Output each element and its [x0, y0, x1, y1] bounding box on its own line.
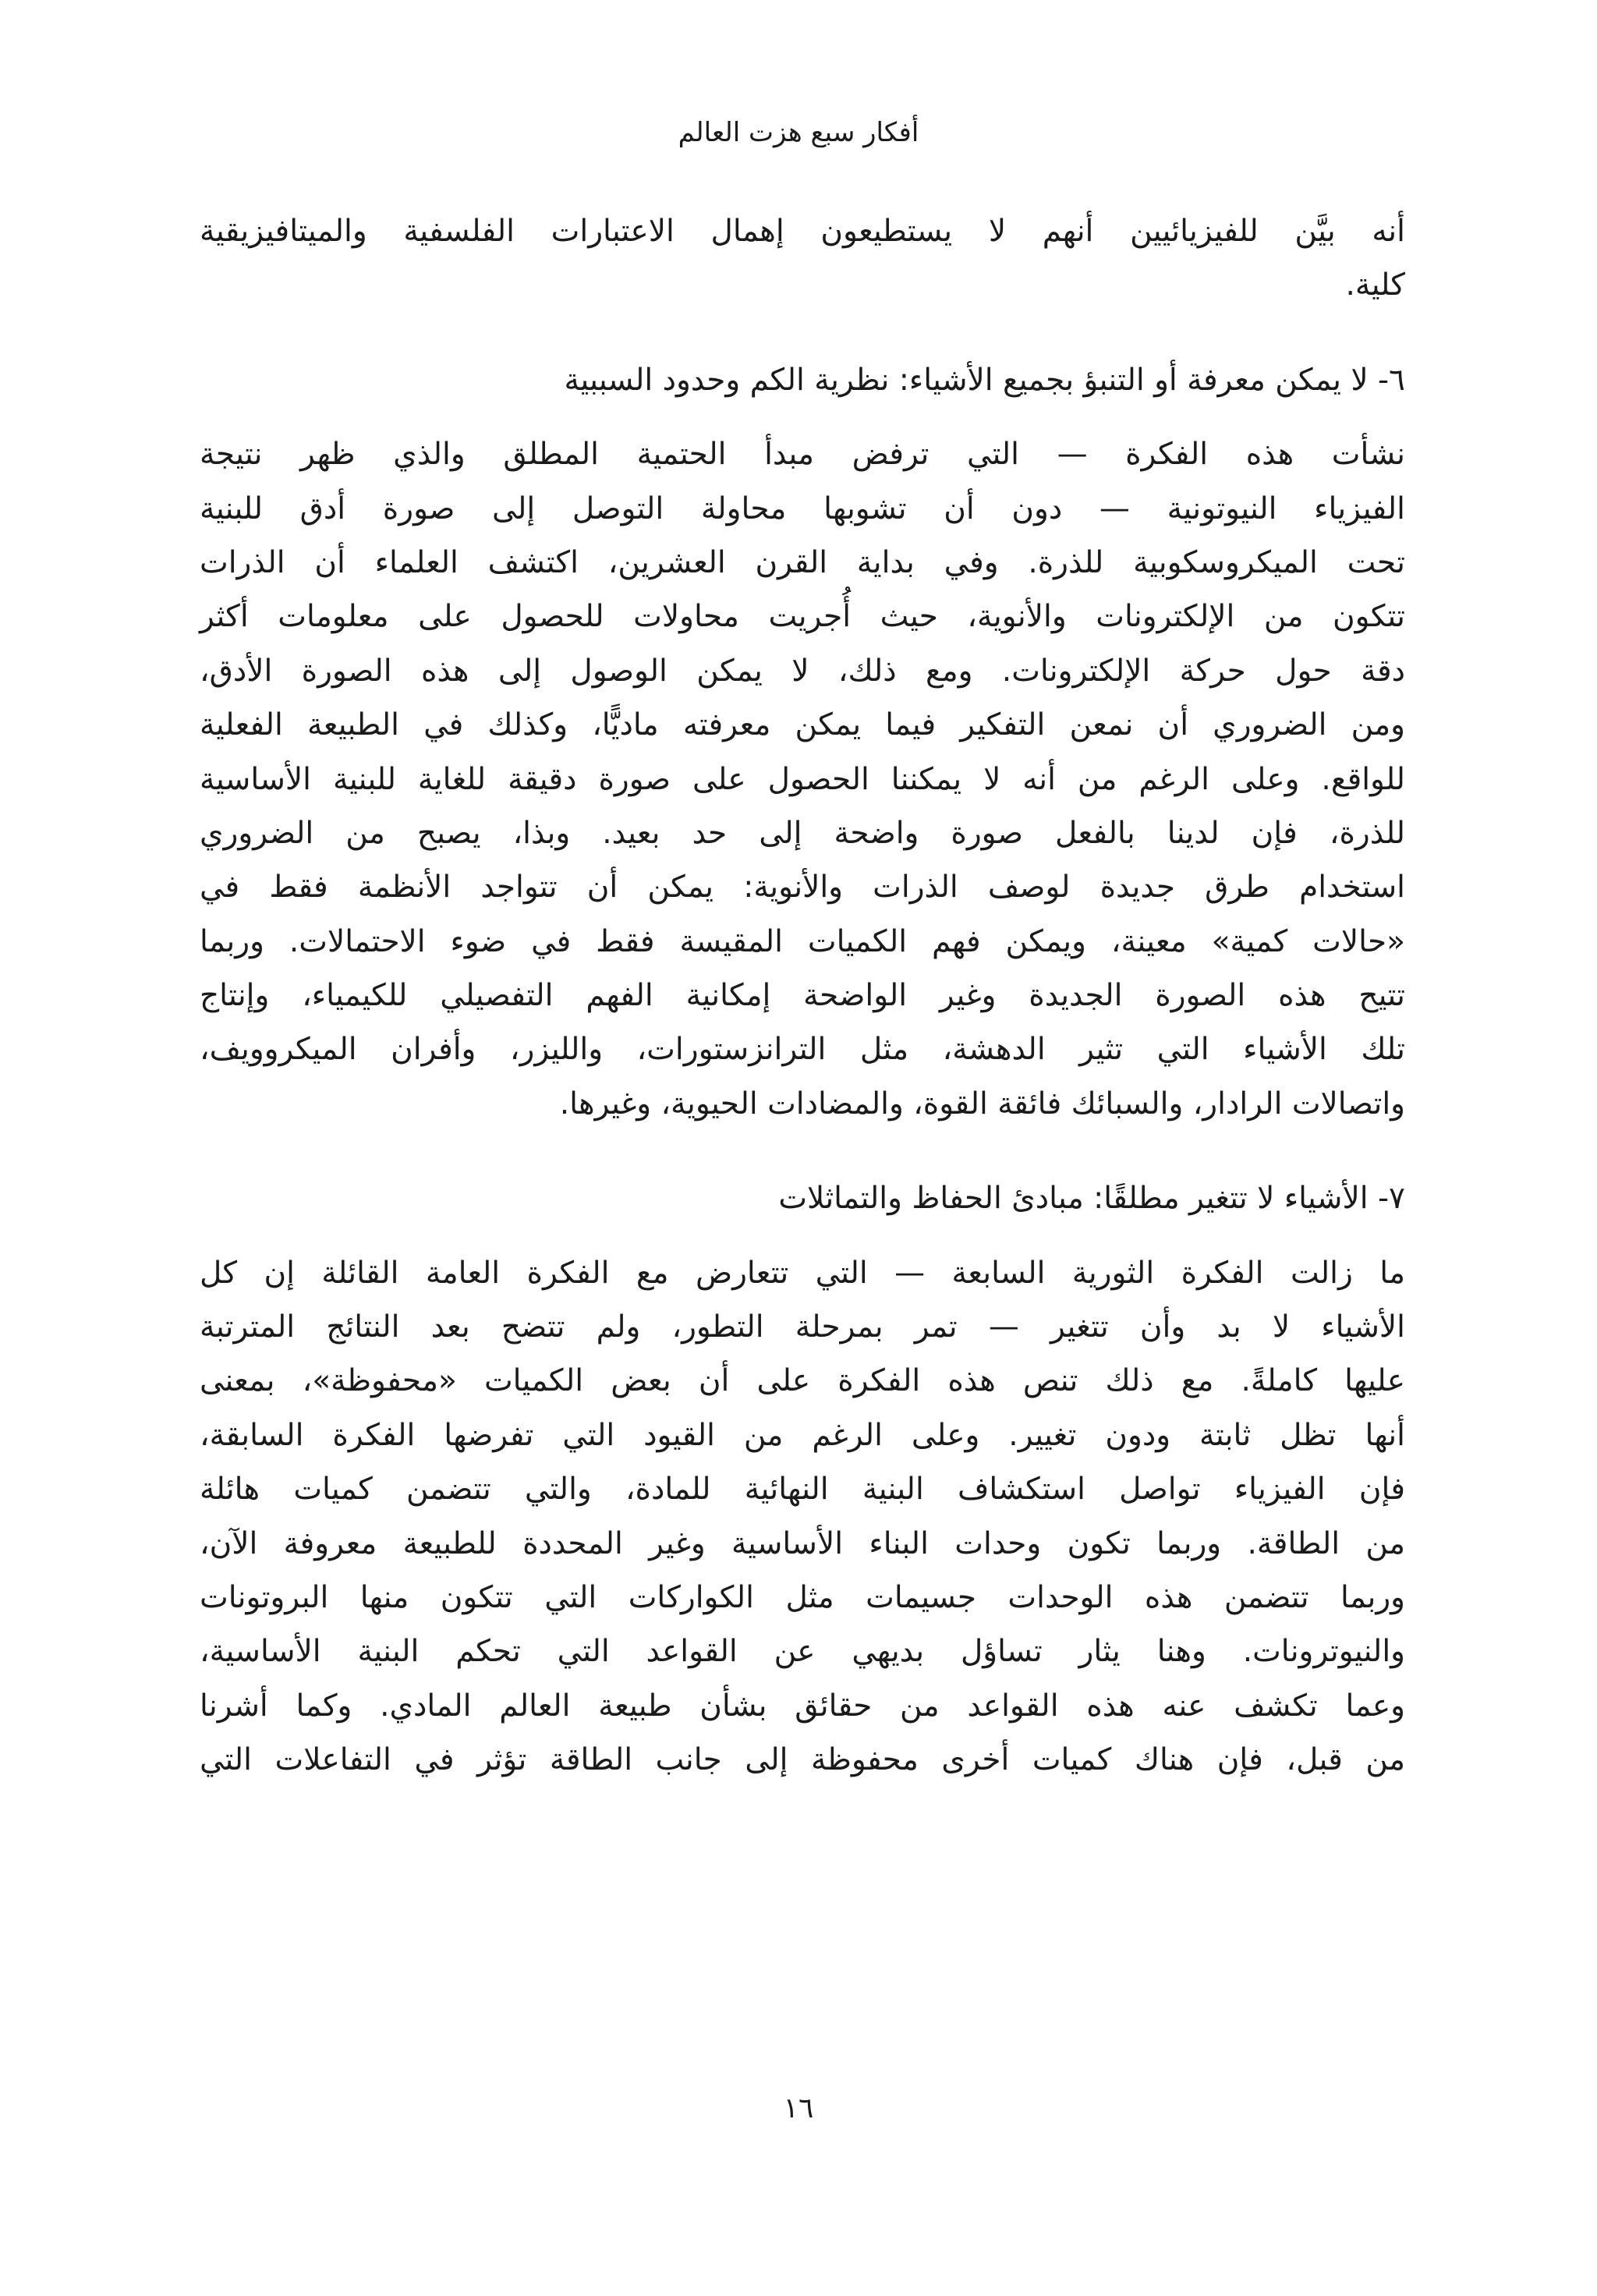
section-6-heading: ٦- لا يمكن معرفة أو التنبؤ بجميع الأشياء: نظرية الكم وحدود السببية [564, 362, 1405, 398]
intro-paragraph [200, 204, 1405, 313]
text-line: تلك الأشياء التي تثير الدهشة، مثل الترانزستورات، والليزر، وأفران الميكروويف، [200, 1032, 1405, 1068]
text-line: أنها تظل ثابتة ودون تغيير. وعلى الرغم من القيود التي تفرضها الفكرة السابقة، [200, 1417, 1405, 1453]
text-line: دقة حول حركة الإلكترونات. ومع ذلك، لا يمكن الوصول إلى هذه الصورة الأدق، [200, 653, 1405, 689]
text-line: وعما تكشف عنه هذه القواعد من حقائق بشأن طبيعة العالم المادي. وكما أشرنا [200, 1688, 1405, 1724]
text-line: تحت الميكروسكوبية للذرة. وفي بداية القرن العشرين، اكتشف العلماء أن الذرات [200, 544, 1405, 580]
text-line: تتكون من الإلكترونات والأنوية، حيث أُجريت محاولات للحصول على معلومات أكثر [200, 599, 1405, 635]
text-line: والنيوترونات. وهنا يثار تساؤل بديهي عن القواعد التي تحكم البنية الأساسية، [200, 1634, 1405, 1670]
page-body [200, 204, 1405, 1788]
text-line: كلية. [1345, 268, 1405, 303]
section-7-heading: ٧- الأشياء لا تتغير مطلقًا: مبادئ الحفاظ والتماثلات [778, 1181, 1405, 1217]
text-line: الفيزياء النيوتونية — دون أن تشوبها محاولة التوصل إلى صورة أدق للبنية [200, 491, 1405, 526]
text-line: للذرة، فإن لدينا بالفعل صورة واضحة إلى حد بعيد. وبذا، يصبح من الضروري [200, 815, 1405, 851]
text-line: وربما تتضمن هذه الوحدات جسيمات مثل الكواركات التي تتكون منها البروتونات [200, 1580, 1405, 1616]
text-line: واتصالات الرادار، والسبائك فائقة القوة، والمضادات الحيوية، وغيرها. [559, 1086, 1405, 1121]
text-line: ومن الضروري أن نمعن التفكير فيما يمكن معرفته ماديًّا، وكذلك في الطبيعة الفعلية [200, 707, 1405, 743]
text-line: من قبل، فإن هناك كميات أخرى محفوظة إلى جانب الطاقة تؤثر في التفاعلات التي [200, 1742, 1405, 1778]
running-header: أفكار سبع هزت العالم [678, 117, 919, 148]
text-line: من الطاقة. وربما تكون وحدات البناء الأساسية وغير المحددة للطبيعة معروفة الآن، [200, 1525, 1405, 1561]
text-line: فإن الفيزياء تواصل استكشاف البنية النهائية للمادة، والتي تتضمن كميات هائلة [200, 1472, 1405, 1508]
text-line: استخدام طرق جديدة لوصف الذرات والأنوية: يمكن أن تتواجد الأنظمة فقط في [200, 870, 1405, 905]
text-line: عليها كاملةً. مع ذلك تنص هذه الفكرة على أن بعض الكميات «محفوظة»، بمعنى [200, 1363, 1405, 1399]
section-6-paragraph [200, 427, 1405, 1131]
text-line: للواقع. وعلى الرغم من أنه لا يمكننا الحصول على صورة دقيقة للغاية للبنية الأساسية [200, 761, 1405, 797]
text-line: ما زالت الفكرة الثورية السابعة — التي تتعارض مع الفكرة العامة القائلة إن كل [200, 1255, 1405, 1291]
text-line: تتيح هذه الصورة الجديدة وغير الواضحة إمكانية الفهم التفصيلي للكيمياء، وإنتاج [200, 978, 1405, 1014]
page-number: ١٦ [783, 2092, 814, 2124]
text-line: نشأت هذه الفكرة — التي ترفض مبدأ الحتمية المطلق والذي ظهر نتيجة [200, 437, 1405, 473]
text-line: «حالات كمية» معينة، ويمكن فهم الكميات المقيسة فقط في ضوء الاحتمالات. وربما [200, 923, 1405, 959]
section-7-paragraph [200, 1246, 1405, 1788]
text-line: الأشياء لا بد وأن تتغير — تمر بمرحلة التطور، ولم تتضح بعد النتائج المترتبة [200, 1309, 1405, 1345]
text-line: أنه بيَّن للفيزيائيين أنهم لا يستطيعون إهمال الاعتبارات الفلسفية والميتافيزيقية [200, 214, 1405, 249]
